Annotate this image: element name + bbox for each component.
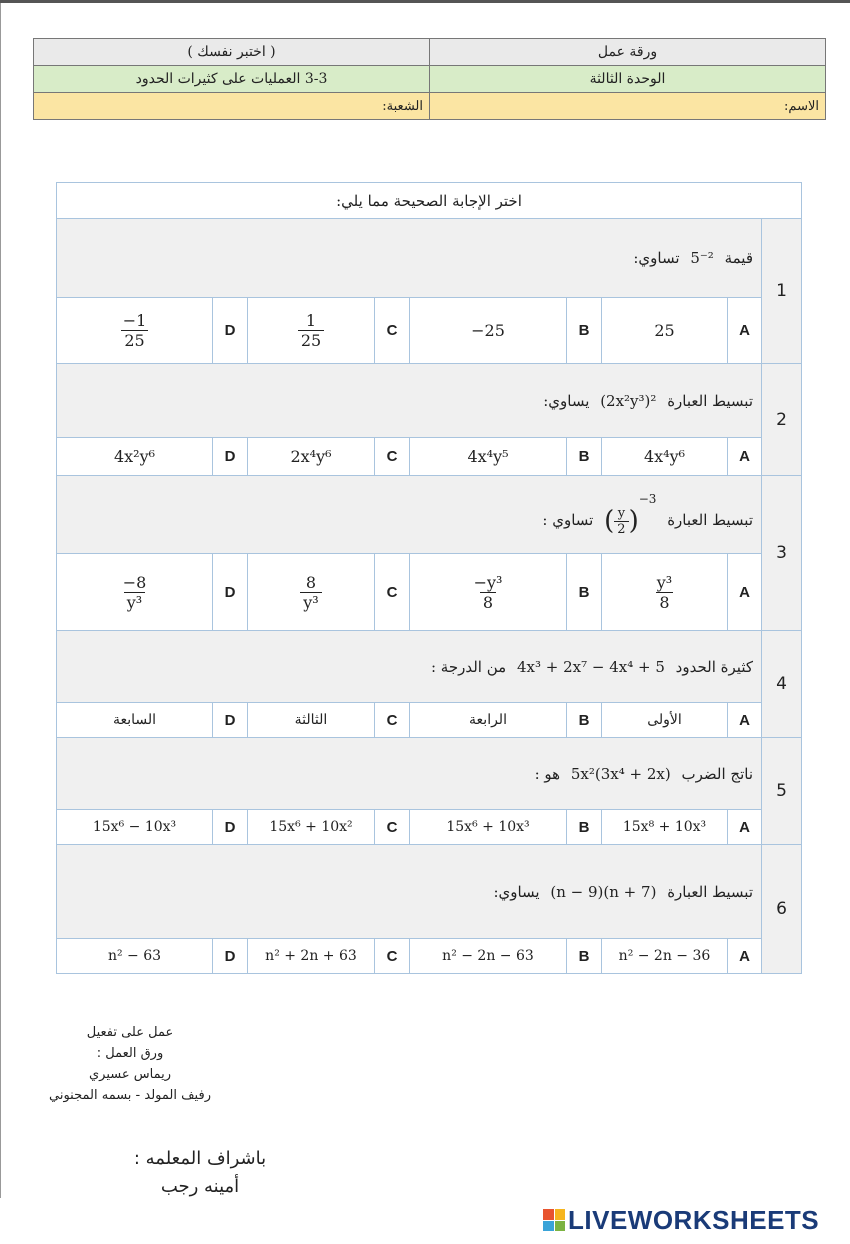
answer-letter: C [375,298,410,364]
unit-label: الوحدة الثالثة [430,66,826,93]
question-text-after: تساوي: [633,249,680,267]
answer-option[interactable] [248,554,375,631]
answer-option[interactable]: الثالثة [248,703,375,738]
question-expression: 4x³ + 2x⁷ − 4x⁴ + 5 [516,657,665,676]
question-text-after: يساوي: [543,391,590,410]
answer-letter: D [213,810,248,845]
fraction [614,506,628,537]
question-number: 2 [762,364,802,476]
answer-option[interactable] [248,939,375,974]
answer-letter: B [567,438,602,476]
logo-icon [543,1209,565,1231]
fraction [120,573,150,612]
denominator: y³ [124,592,145,612]
answer-letter: D [213,939,248,974]
fraction [120,311,150,350]
question-text-after: هو : [534,764,561,783]
fraction [298,311,324,350]
question-text-before: قيمة [724,249,753,267]
top-border [0,0,850,3]
question-5-text [57,738,762,810]
brand-name: LIVEWORKSHEETS [568,1204,820,1235]
answer-value: n² − 2n − 63 [442,948,534,964]
answer-letter: C [375,554,410,631]
answer-option[interactable] [602,554,728,631]
question-text-after: من الدرجة : [430,657,507,676]
logo-square [543,1209,554,1220]
answer-option[interactable] [57,810,213,845]
answer-value: 15x⁶ + 10x² [269,819,353,835]
answer-letter: B [567,939,602,974]
numerator: 8 [305,572,317,592]
denominator: y³ [300,592,321,612]
test-yourself-label: ( اختبر نفسك ) [34,39,430,66]
question-number: 6 [762,845,802,974]
answer-letter: A [728,438,762,476]
answer-value: 15x⁶ + 10x³ [446,819,530,835]
left-border [0,3,1,1198]
answer-option[interactable] [410,554,567,631]
answer-value: n² − 2n − 36 [618,948,711,964]
denominator: 8 [656,592,672,612]
question-text-after: تساوي : [542,511,594,530]
answer-option[interactable] [602,939,728,974]
logo-square [543,1221,554,1232]
liveworksheets-logo [543,1204,819,1236]
credits-block [10,1022,250,1106]
credits-line: عمل على تفعيل [86,1025,174,1040]
answer-option[interactable] [602,810,728,845]
answer-option[interactable] [248,298,375,364]
question-number: 1 [762,219,802,364]
answer-option[interactable] [57,298,213,364]
credits-line: ريماس عسيري [89,1067,171,1082]
answer-letter: A [728,298,762,364]
answer-letter: B [567,298,602,364]
question-expression: (n − 9)(n + 7) [550,882,657,901]
fraction [654,573,675,612]
denominator: 25 [298,330,324,350]
answer-letter: A [728,939,762,974]
answer-letter: D [213,298,248,364]
denominator: 8 [480,592,496,612]
answer-letter: C [375,939,410,974]
quiz-instructions: اختر الإجابة الصحيحة مما يلي: [57,183,802,219]
credits-line: رفيف المولد - بسمه المجنوني [49,1088,211,1103]
quiz-table [56,182,802,974]
answer-option[interactable] [410,438,567,476]
answer-value: −25 [471,321,505,340]
denominator: 2 [614,521,628,537]
fraction [300,573,321,612]
question-1-text [57,219,762,298]
numerator: y³ [656,572,673,592]
numerator: y [617,505,626,521]
question-text-before: تبسيط العبارة [667,882,753,901]
answer-value: 25 [654,321,675,340]
answer-letter: A [728,810,762,845]
answer-value: 4x⁴y⁵ [467,447,509,466]
exponent: −3 [638,492,657,507]
section-field[interactable]: الشعبة: [34,93,430,120]
answer-letter: B [567,810,602,845]
answer-option[interactable] [410,810,567,845]
answer-option[interactable] [57,438,213,476]
question-text-after: يساوي: [493,882,540,901]
worksheet-label: ورقة عمل [430,39,826,66]
header-table [33,38,826,120]
question-6-text [57,845,762,939]
supervisor-name: أمينه رجب [160,1176,240,1197]
question-expression: 5x²(3x⁴ + 2x) [570,764,671,783]
question-number: 3 [762,476,802,631]
fraction [471,573,506,612]
answer-option[interactable]: الرابعة [410,703,567,738]
answer-option[interactable] [410,939,567,974]
answer-option[interactable] [248,438,375,476]
answer-value: 15x⁸ + 10x³ [622,819,707,835]
answer-value: 4x²y⁶ [113,447,156,466]
answer-letter: C [375,810,410,845]
question-text-before: تبسيط العبارة [667,391,753,410]
logo-square [555,1209,566,1220]
name-field[interactable]: الاسم: [430,93,826,120]
question-4-text [57,631,762,703]
answer-letter: A [728,703,762,738]
answer-option[interactable] [602,438,728,476]
answer-letter: D [213,438,248,476]
lesson-label: 3-3 العمليات على كثيرات الحدود [34,66,430,93]
numerator: −1 [122,311,147,330]
answer-value: 4x⁴y⁶ [643,447,686,466]
answer-option[interactable]: الأولى [602,703,728,738]
answer-letter: B [567,703,602,738]
answer-option[interactable] [57,554,213,631]
question-text-before: تبسيط العبارة [667,511,753,530]
answer-value: 15x⁶ − 10x³ [92,819,177,835]
answer-letter: C [375,438,410,476]
supervision-label: باشراف المعلمه : [133,1148,267,1169]
question-3-text [57,476,762,554]
question-expression: ( $\frac{y}{2}$ )$^{-3}$ [604,492,657,537]
numerator: 1 [305,311,317,330]
answer-option[interactable] [57,939,213,974]
answer-letter: A [728,554,762,631]
numerator: −8 [122,572,147,592]
answer-letter: C [375,703,410,738]
answer-letter: B [567,554,602,631]
question-text-before: كثيرة الحدود [675,657,753,676]
answer-letter: D [213,703,248,738]
supervision-block [100,1145,300,1201]
answer-option[interactable] [410,298,567,364]
numerator: −y³ [473,572,503,592]
question-expression: 5⁻² [690,249,714,267]
credits-line: ورق العمل : [96,1046,164,1061]
question-number: 5 [762,738,802,845]
answer-value: n² + 2n + 63 [265,948,357,964]
question-2-text [57,364,762,438]
answer-letter: D [213,554,248,631]
answer-option[interactable] [602,298,728,364]
question-text-before: ناتج الضرب [681,764,753,783]
answer-option[interactable] [248,810,375,845]
denominator: 25 [121,330,147,350]
answer-option[interactable]: السابعة [57,703,213,738]
answer-value: 2x⁴y⁶ [290,447,332,466]
question-expression: (2x²y³)² [600,391,657,410]
question-number: 4 [762,631,802,738]
logo-square [555,1221,566,1232]
answer-value: n² − 63 [107,948,162,964]
